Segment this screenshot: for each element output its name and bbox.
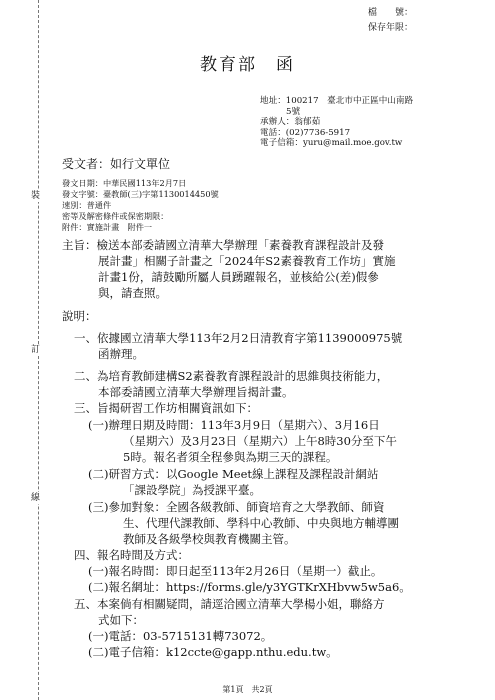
contact-person: 承辦人：翁郁茹 [260,117,321,127]
body-line: 函辦理。 [98,347,144,361]
doc-number: 發文字號：臺教師(三)字第1130014450號 [62,189,219,199]
body-line: 三、旨揭研習工作坊相關資訊如下： [74,401,258,415]
recipient: 受文者：如行文單位 [62,157,171,171]
phone: 電話：(02)7736-5917 [260,127,351,138]
page-title: 教育部 函 [200,55,295,75]
body-line: (一)報名時間：即日起至113年2月26日（星期一）截止。 [88,564,383,578]
archive-fields [368,6,413,36]
body-line: 四、報名時間及方式： [74,548,189,562]
body-line: 說明： [62,309,97,323]
body-line: 生、代理代課教師、學科中心教師、中央與地方輔導團 [123,516,399,530]
body-line: 5時。報名者須全程參與為期三天的課程。 [123,450,338,464]
doc-date: 發文日期：中華民國113年2月7日 [62,178,187,188]
body-line: (二)電子信箱：k12ccte@gapp.nthu.edu.tw。 [88,645,338,659]
secrecy: 密等及解密條件或保密期限： [62,211,169,221]
page-footer: 第1頁 共2頁 [222,685,273,694]
body-line: 計畫1份，請鼓勵所屬人員踴躍報名，並核給公(差)假參 [98,270,379,284]
body-line: 五、本案倘有相關疑問，請逕洽國立清華大學楊小姐，聯絡方 [74,597,385,611]
email: 電子信箱：yuru@mail.moe.gov.tw [260,138,403,148]
body-line: 一、依據國立清華大學113年2月2日清教育字第1139000975號 [74,331,403,345]
body-line: 主旨：檢送本部委請國立清華大學辦理「素養教育課程設計及發 [62,238,384,252]
body-line: (三)參加對象：全國各級教師、師資培育之大學教師、師資 [88,500,385,514]
body-line: 「課設學院」為授課平臺。 [123,483,261,497]
body-line: (二)報名網址：https://forms.gle/y3YGTKrXHbvw5w5a6。 [88,580,411,594]
binding-char-ding: 訂 [31,345,41,355]
body-line: 式如下： [98,613,144,627]
body-line: 教師及各級學校與教育機關主管。 [123,532,296,546]
archive-number: 檔 號： [368,8,414,18]
speed: 速別：普通件 [62,200,112,210]
meta-block [62,178,219,233]
address-line: 地址：100217 臺北市中正區中山南路 [260,96,414,106]
body-line: 與，請查照。 [98,286,167,300]
address-line-cont: 5號 [286,106,301,117]
body-line: 二、為培育教師建構S2素養教育課程設計的思維與技術能力， [74,369,389,383]
address-block [260,96,413,149]
binding-char-zhuang: 裝 [31,191,41,201]
binding-char-xian: 線 [31,493,41,503]
body-line: 本部委請國立清華大學辦理旨揭計畫。 [98,385,294,399]
body-line: (二)研習方式：以Google Meet線上課程及課程設計網站 [88,467,379,481]
body-line: (一)電話：03-5715131轉73072。 [88,629,273,643]
body-line: （星期六）及3月23日（星期六）上午8時30分至下午 [123,434,397,448]
retention-period: 保存年限： [368,23,414,33]
body-line: (一)辦理日期及時間：113年3月9日（星期六）、3月16日 [88,418,380,432]
attachment: 附件：實施計畫 附件一 [62,222,153,232]
body-line: 展計畫」相關子計畫之「2024年S2素養教育工作坊」實施 [98,254,396,268]
